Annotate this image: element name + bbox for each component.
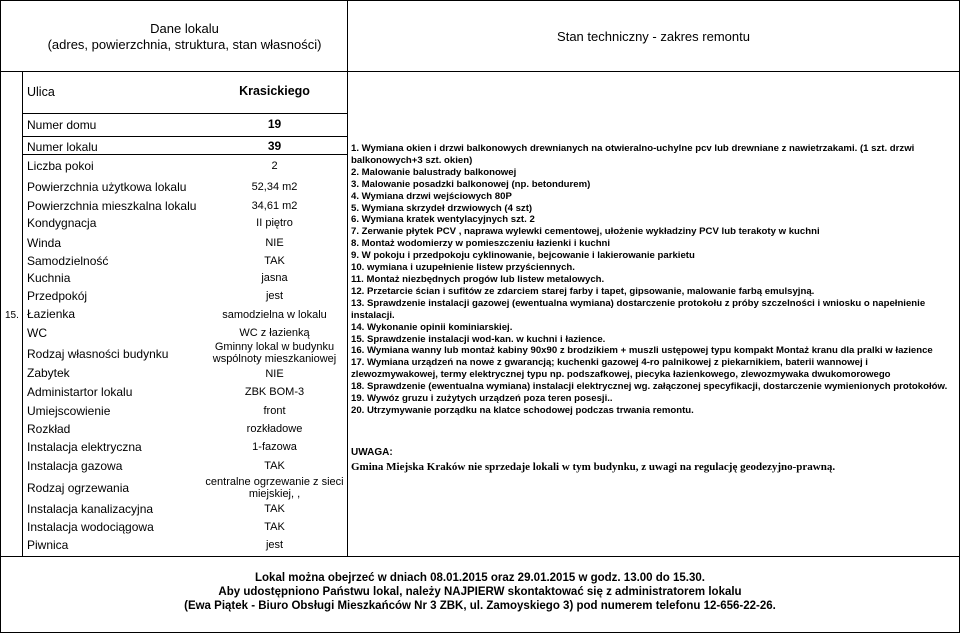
prop-value: NIE [265,368,284,380]
work-item: 14. Wykonanie opinii kominiarskiej. [351,321,513,333]
prop-label: Instalacja elektryczna [27,440,142,454]
prop-label: Samodzielność [27,254,109,268]
flat-number-value: 39 [267,139,282,153]
prop-value: TAK [264,503,285,515]
work-item: 7. Zerwanie płytek PCV , naprawa wylewki cementowej, ułożenie wykładziny PCV lub terakoty w kuchni [351,226,820,238]
grid-line [22,113,347,114]
work-item: 13. Sprawdzenie instalacji gazowej (ewentualna wymiana) dostarczenie protokołu z próby szczelności i wniosku o napełnienie instalacji. [351,297,926,321]
work-item: 9. W pokoju i przedpokoju cyklinowanie, bejcowanie i lakierowanie parkietu [351,250,695,262]
grid-line [1,556,959,557]
work-item: 4. Wymiana drzwi wejściowych 80P [351,190,512,202]
prop-label: Liczba pokoi [27,159,94,173]
prop-label: Instalacja wodociągowa [27,520,154,534]
footer-line: (Ewa Piątek - Biuro Obsługi Mieszkańców Nr 3 ZBK, ul. Zamoyskiego 3) pod numerem telefonu 12-656-22-26. [184,600,776,612]
prop-value: TAK [264,521,285,533]
flat-number-label: Numer lokalu [27,140,98,154]
notice-text: Gmina Miejska Kraków nie sprzedaje lokali w tym budynku, z uwagi na regulację geodezyjno-prawną. [351,461,836,473]
work-item: 3. Malowanie posadzki balkonowej (np. betondurem) [351,178,591,190]
prop-label: Rozkład [27,422,71,436]
prop-value: Gminny lokal w budynku wspólnoty mieszkaniowej [212,341,337,365]
work-item: 10. wymiana i uzupełnienie listew przyściennych. [351,262,575,274]
prop-label: Winda [27,236,62,250]
prop-value: WC z łazienką [239,327,310,339]
work-item: 15. Sprawdzenie instalacji wod-kan. w kuchni i łazience. [351,333,606,345]
prop-label: Powierzchnia mieszkalna lokalu [27,199,197,213]
prop-value: TAK [264,255,285,267]
header-left [22,21,347,53]
prop-value: front [263,405,286,417]
prop-label: Powierzchnia użytkowa lokalu [27,180,187,194]
prop-label: Instalacja gazowa [27,459,123,473]
prop-value: jest [265,539,284,551]
prop-value: ZBK BOM-3 [244,386,305,398]
prop-label: Kuchnia [27,271,71,285]
prop-value: rozkładowe [246,423,303,435]
prop-value: jest [265,290,284,302]
work-item: 8. Montaż wodomierzy w pomieszczeniu łazienki i kuchni [351,238,611,250]
prop-value: 34,61 m2 [251,200,298,212]
row-number: 15. [5,310,19,321]
work-item: 20. Utrzymywanie porządku na klatce schodowej podczas trwania remontu. [351,404,694,416]
prop-value: NIE [265,237,284,249]
footer-line: Aby udostępniono Państwu lokal, należy NAJPIERW skontaktować się z administratorem lokalu [218,586,742,598]
work-item: 17. Wymiana urządzeń na nowe z gwarancją; kuchenki gazowej 4-ro palnikowej z piekarnikiem, baterii wannowej i zlewozmywakowej, termy elektrycznej typu np. podszafkowej, piecyka łazienkowego, zlewozmywaka dwukomorowego [351,357,891,381]
work-item: 2. Malowanie balustrady balkonowej [351,166,517,178]
footer-line: Lokal można obejrzeć w dniach 08.01.2015 oraz 29.01.2015 w godz. 13.00 do 15.30. [255,572,705,584]
prop-label: Rodzaj ogrzewania [27,481,130,495]
notice-label: UWAGA: [351,447,393,458]
work-item: 16. Wymiana wanny lub montaż kabiny 90x90 z brodzikiem + muszli ustępowej typu kompakt Montaż kranu dla pralki w łazience [351,345,933,357]
prop-label: Kondygnacja [27,216,97,230]
header-subtitle: (adres, powierzchnia, struktura, stan własności) [47,37,322,52]
prop-label: Instalacja kanalizacyjna [27,502,154,516]
grid-line [1,71,959,72]
prop-label: Piwnica [27,538,69,552]
prop-label: Zabytek [27,366,70,380]
work-item: 19. Wywóz gruzu i zużytych urządzeń poza teren posesji.. [351,393,613,405]
house-number-value: 19 [267,117,282,131]
work-item: 11. Montaż niezbędnych progów lub listew metalowych. [351,273,605,285]
grid-line [22,154,347,155]
street-label: Ulica [27,85,55,99]
street-value: Krasickiego [239,84,310,98]
work-item: 18. Sprawdzenie (ewentualna wymiana) instalacji elektrycznej wg. załączonej specyfikacji, dostarczenie wymienionych protokołów. [351,381,948,393]
notice [351,446,835,474]
work-item: 5. Wymiana skrzydeł drzwiowych (4 szt) [351,202,533,214]
prop-label: Łazienka [27,307,76,321]
grid-line [347,1,348,556]
prop-label: WC [27,326,47,340]
prop-value: 52,34 m2 [251,181,298,193]
prop-label: Przedpokój [27,289,88,303]
prop-value: samodzielna w lokalu [222,309,327,321]
prop-label: Rodzaj własności budynku [27,347,169,361]
prop-value: II piętro [256,217,293,229]
prop-value: jasna [261,272,288,284]
prop-value: TAK [264,460,285,472]
house-number-label: Numer domu [27,118,97,132]
work-item: 6. Wymiana kratek wentylacyjnych szt. 2 [351,214,535,226]
works-list [351,143,956,417]
prop-label: Umiejscowienie [27,404,111,418]
work-item: 12. Przetarcie ścian i sufitów ze zdarciem starej farby i tapet, gipsowanie, malowanie farbą emulsyjną. [351,285,815,297]
prop-value: 2 [271,160,278,172]
header-right: Stan techniczny - zakres remontu [557,29,750,44]
header-title: Dane lokalu [150,21,219,36]
grid-line [22,136,347,137]
grid-line [22,71,23,556]
prop-value: 1-fazowa [252,441,297,453]
prop-label: Administartor lokalu [27,385,133,399]
prop-value: centralne ogrzewanie z sieci miejskiej, , [205,476,344,500]
work-item: 1. Wymiana okien i drzwi balkonowych drewnianych na otwieralno-uchylne pcv lub drewniane z nawietrzakami. (1 szt. drzwi balkonowych+3 szt. okien) [351,143,915,166]
